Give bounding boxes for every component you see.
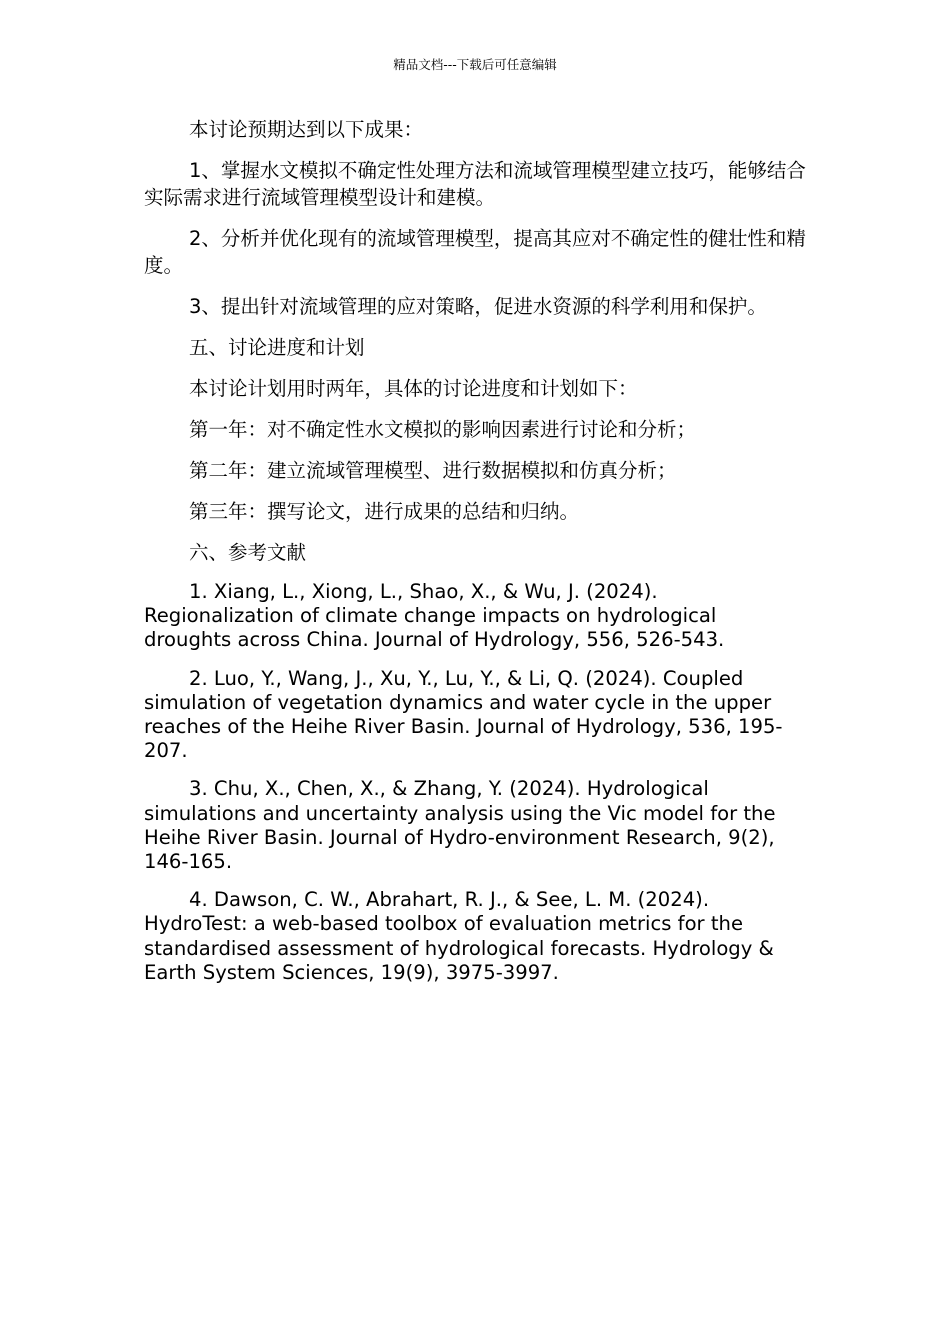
reference-item-1: 1. Xiang, L., Xiong, L., Shao, X., & Wu, J. (2024). Regionalization of climate change impacts on hydrological droughts across China. Journal of Hydrology, 556, 526-543. [144,580,725,652]
plan-item-year-3: 第三年：撰写论文，进行成果的总结和归纳。 [189,500,580,523]
plan-item-year-1: 第一年：对不确定性水文模拟的影响因素进行讨论和分析； [189,418,697,441]
outcome-item-1: 1、掌握水文模拟不确定性处理方法和流域管理模型建立技巧，能够结合实际需求进行流域管理模型设计和建模。 [144,159,806,209]
page-header: 精品文档---下载后可任意编辑 [393,57,557,72]
reference-item-2: 2. Luo, Y., Wang, J., Xu, Y., Lu, Y., & Li, Q. (2024). Coupled simulation of vegetation dynamics and water cycle in the upper reaches of the Heihe River Basin. Journal of Hydrology, 536, 195-207. [144,666,783,763]
outcome-item-2: 2、分析并优化现有的流域管理模型，提高其应对不确定性的健壮性和精度。 [144,227,806,277]
plan-item-year-2: 第二年：建立流域管理模型、进行数据模拟和仿真分析； [189,459,677,482]
outcomes-intro: 本讨论预期达到以下成果： [189,118,424,141]
reference-item-3: 3. Chu, X., Chen, X., & Zhang, Y. (2024). Hydrological simulations and uncertainty analysis using the Vic model for the Heihe River Basin. Journal of Hydro-environment Research, 9(2), 146-165. [144,777,776,874]
document-body [144,116,806,999]
section-6-heading: 六、参考文献 [189,541,307,564]
reference-item-4: 4. Dawson, C. W., Abrahart, R. J., & See, L. M. (2024). HydroTest: a web-based toolbox of evaluation metrics for the standardised assessment of hydrological forecasts. Hydrology & Earth System Sciences, 19(9), 3975-3997. [144,888,774,984]
outcome-item-3: 3、提出针对流域管理的应对策略，促进水资源的科学利用和保护。 [189,295,767,318]
section-5-heading: 五、讨论进度和计划 [189,336,365,359]
plan-intro: 本讨论计划用时两年，具体的讨论进度和计划如下： [189,377,638,400]
